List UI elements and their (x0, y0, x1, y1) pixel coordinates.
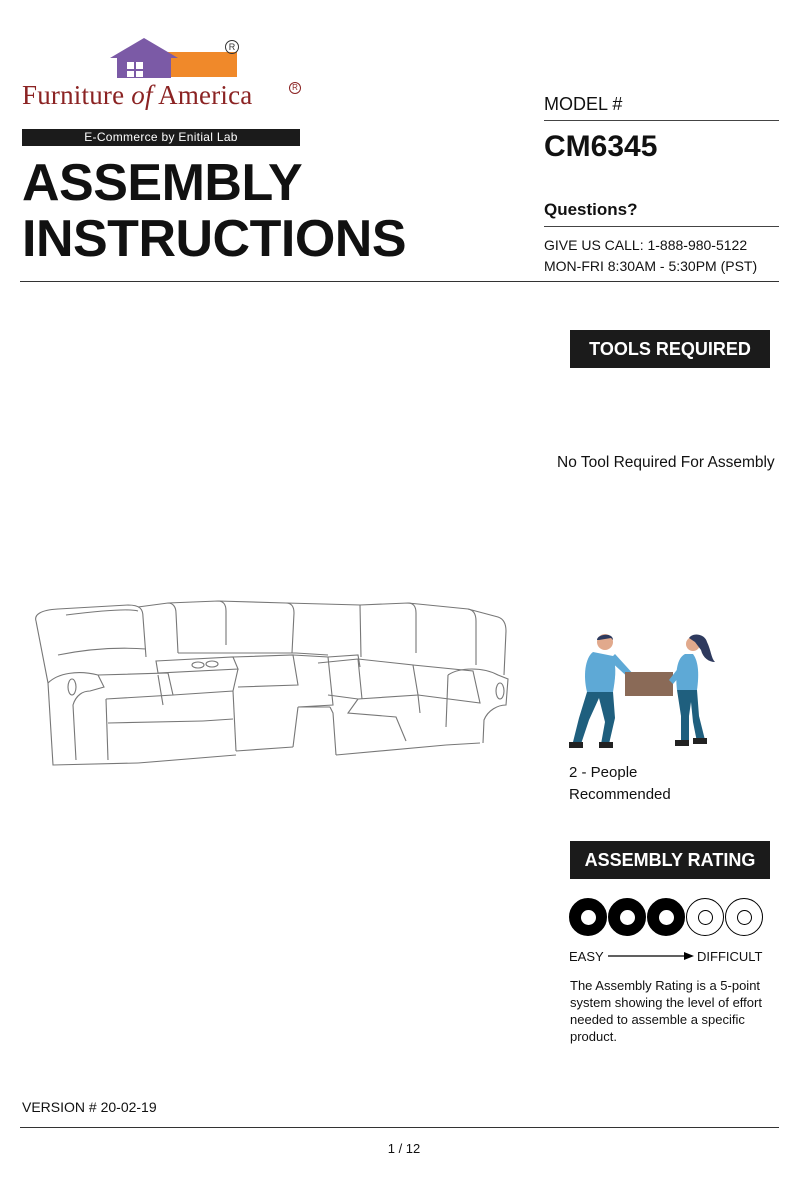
sectional-sofa-illustration (28, 595, 513, 770)
tools-required-heading: TOOLS REQUIRED (570, 330, 770, 368)
contact-phone: GIVE US CALL: 1-888-980-5122 (544, 237, 748, 253)
rating-dot-filled (608, 898, 646, 936)
divider (544, 120, 779, 121)
rating-dot-center (659, 910, 674, 925)
rating-dot-center (620, 910, 635, 925)
registered-mark-brand: R (289, 82, 301, 94)
rating-dot-filled (647, 898, 685, 936)
rating-dot-center (581, 910, 596, 925)
tools-note: No Tool Required For Assembly (557, 454, 775, 471)
page-number: 1 / 12 (387, 1141, 421, 1156)
contact-info (544, 235, 757, 277)
version-number: VERSION # 20-02-19 (22, 1099, 157, 1115)
rating-difficult-label: DIFFICULT (697, 949, 763, 964)
rating-dot-center (698, 910, 713, 925)
people-count: 2 - People (569, 764, 638, 781)
assembly-rating-scale (569, 898, 763, 936)
rating-dot-empty (686, 898, 724, 936)
rating-dot-empty (725, 898, 763, 936)
header-divider (20, 281, 779, 282)
brand-subline: E-Commerce by Enitial Lab (22, 129, 300, 146)
page-title (22, 155, 406, 267)
two-people-carrying-box-icon (565, 632, 735, 750)
registered-mark: R (225, 40, 239, 54)
model-number: CM6345 (544, 130, 658, 163)
people-recommended-label: Recommended (569, 786, 671, 803)
contact-hours: MON-FRI 8:30AM - 5:30PM (PST) (544, 258, 758, 274)
questions-heading: Questions? (544, 200, 638, 219)
rating-easy-label: EASY (569, 949, 604, 964)
rating-dot-filled (569, 898, 607, 936)
assembly-rating-heading: ASSEMBLY RATING (570, 841, 770, 879)
brand-logo-icon (107, 36, 237, 80)
title-line-2: INSTRUCTIONS (22, 210, 406, 268)
rating-dot-center (737, 910, 752, 925)
title-line-1: ASSEMBLY (22, 154, 303, 212)
brand-name: Furniture of America (22, 80, 253, 110)
model-label: MODEL # (544, 94, 623, 114)
footer-divider (20, 1127, 779, 1128)
arrow-right-icon (608, 951, 694, 961)
people-recommended (569, 762, 671, 806)
divider (544, 226, 779, 227)
rating-description: The Assembly Rating is a 5-point system showing the level of effort needed to assemble a specific product. (570, 978, 762, 1044)
